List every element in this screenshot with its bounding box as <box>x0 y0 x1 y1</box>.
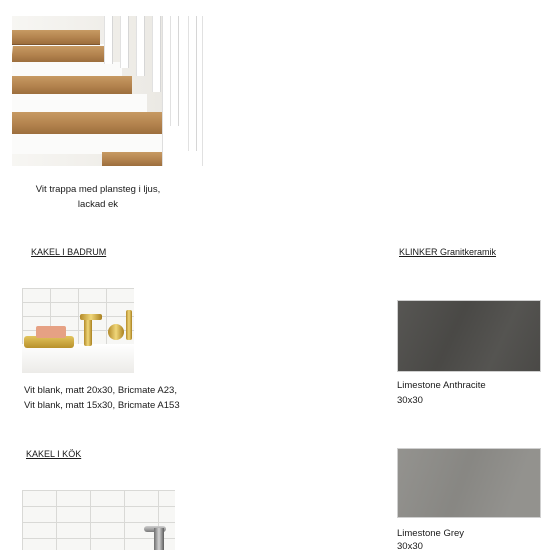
kitchen-tile-photo <box>22 490 175 550</box>
bathroom-tile-photo <box>22 288 134 373</box>
flooring-heading: KLINKER Granitkeramik <box>399 247 497 257</box>
limestone-anthracite-size: 30x30 <box>397 395 423 406</box>
stairs-photo <box>12 16 207 166</box>
bathroom-tiles-caption: Vit blank, matt 20x30, Bricmate A23, Vit blank, matt 15x30, Bricmate A153 <box>24 385 180 411</box>
bathroom-tiles-heading: KAKEL I BADRUM <box>31 247 107 257</box>
stairs-caption: Vit trappa med plansteg i ljus, lackad ek <box>35 184 161 210</box>
limestone-grey-swatch <box>397 448 541 518</box>
limestone-anthracite-name: Limestone Anthracite <box>397 380 486 391</box>
kitchen-tiles-heading: KAKEL I KÖK <box>26 449 82 459</box>
limestone-grey-size: 30x30 <box>397 541 423 552</box>
limestone-grey-name: Limestone Grey <box>397 528 465 539</box>
limestone-anthracite-swatch <box>397 300 541 372</box>
